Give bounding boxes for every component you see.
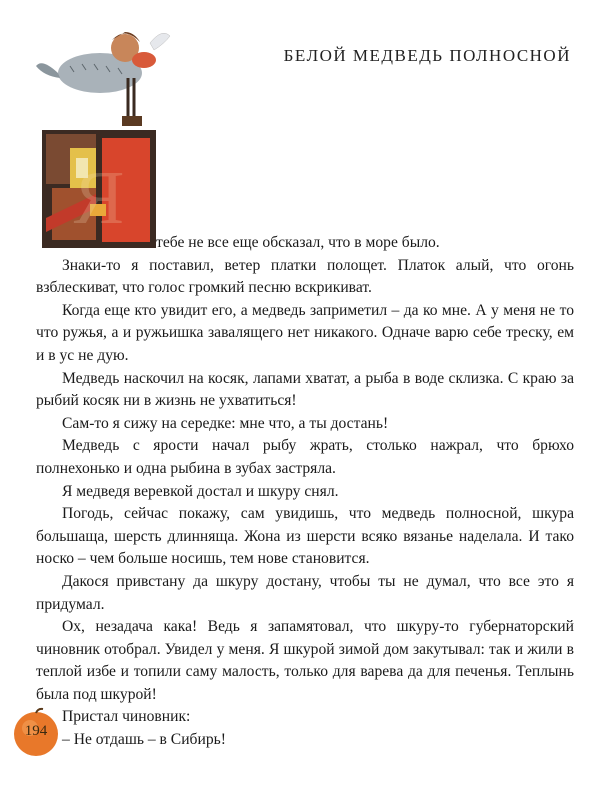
drop-cap-letter-icon	[42, 130, 156, 248]
paragraph: – Не отдашь – в Сибирь!	[62, 731, 226, 749]
paragraph: Пристал чиновник:	[62, 708, 191, 726]
body-text	[36, 232, 574, 752]
paragraph: Дакося привстану да шкуру достану, чтобы ты не думал, что все это я придумал.	[36, 572, 574, 613]
page-title: БЕЛОЙ МЕДВЕДЬ ПОЛНОСНОЙ	[283, 46, 571, 65]
paragraph: Погодь, сейчас покажу, сам увидишь, что медведь полносной, шкура большаща, шерсть длинняща. Жона из шерсти всяко вязанье наделала. И тако носко – чем больше носишь, тем нове становится.	[36, 505, 574, 568]
drop-cap-illustration-icon	[30, 18, 200, 250]
paragraph: тебе не все еще обсказал, что в море было.	[156, 234, 440, 251]
paragraph: Медведь с ярости начал рыбу жрать, столько нажрал, что брюхо полнехонько и одна рыбина в зубах застряла.	[36, 437, 574, 477]
paragraph: Я медведя веревкой достал и шкуру снял.	[62, 482, 339, 500]
paragraph: Когда еще кто увидит его, а медведь заприметил – да ко мне. А у меня не то что ружья, а и ружьишка завалящего нет никакого. Одначе варю себе треску, ем и в ус не дую.	[36, 301, 574, 364]
paragraph: Знаки-то я поставил, ветер платки полощет. Платок алый, что огонь взблескиват, что голос громкий песню вскрикиват.	[36, 256, 574, 297]
paragraph: Сам-то я сижу на середке: мне что, а ты достань!	[62, 414, 389, 432]
paragraph: Ох, незадача кака! Ведь я запамятовал, что шкуру-то губернаторский чиновник отобрал. Увидел у меня. Я шкурой зимой дом закутывал: так и жили в теплой избе и топили саму малость, только для варева да для печенья. Теплынь была под шкурой!	[36, 618, 574, 703]
paragraph: Медведь наскочил на косяк, лапами хватат, а рыба в воде склизка. С краю за рыбий косяк ни в жизнь не ухватиться!	[36, 369, 574, 410]
page-number: 194	[24, 723, 48, 739]
mermaid-figure-icon	[36, 32, 170, 126]
drop-cap-letter: Я	[73, 156, 125, 240]
